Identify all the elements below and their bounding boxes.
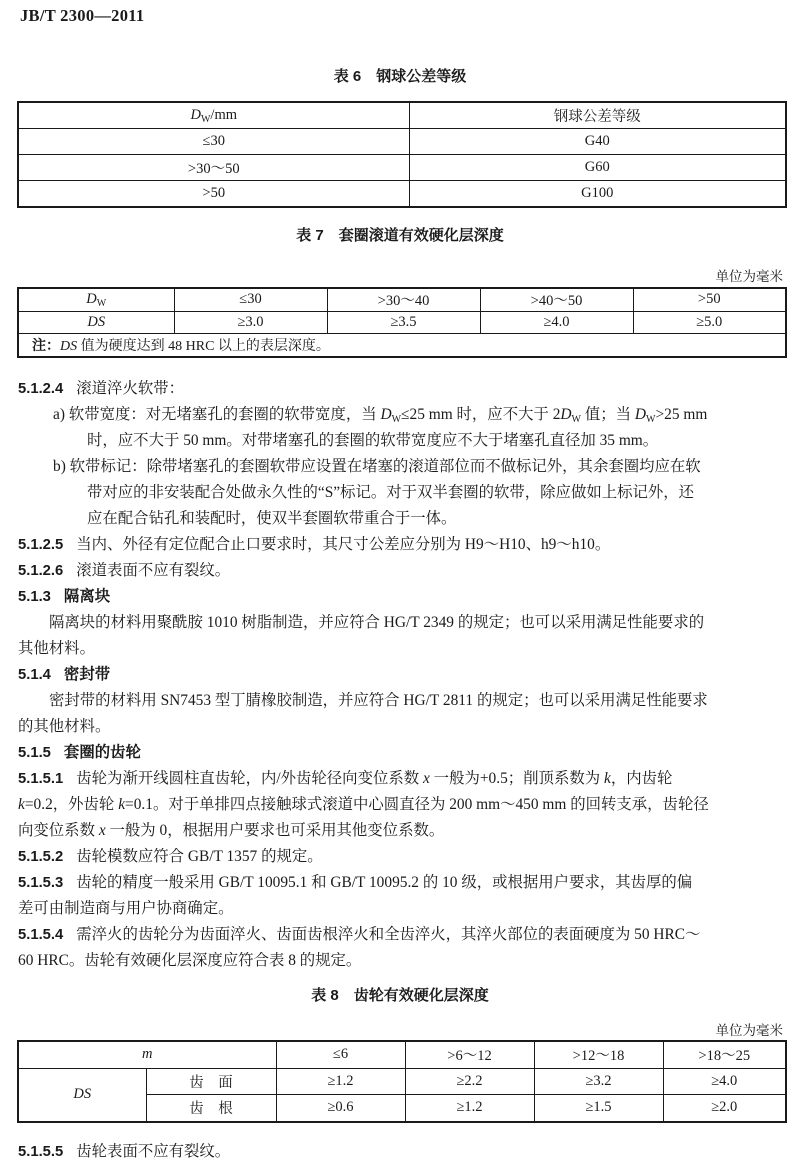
line-text: 需淬火的齿轮分为齿面淬火、齿面齿根淬火和全齿淬火，其淬火部位的表面硬度为 50 HRC～ [76, 926, 701, 943]
closing-clause [18, 1139, 786, 1165]
table-cell: ≥2.0 [663, 1095, 786, 1122]
table-cell: 钢球公差等级 [409, 102, 786, 129]
table8-title: 表 8 齿轮有效硬化层深度 [311, 987, 489, 1004]
clause-line [18, 532, 786, 558]
table-cell: ≤30 [174, 288, 327, 311]
clause-number: 5.1.5.1 [18, 771, 64, 787]
table-row [18, 155, 786, 181]
text-line [18, 688, 786, 714]
table-cell: ≤6 [276, 1041, 405, 1068]
table-row [18, 311, 786, 334]
line-text: 隔离块的材料用聚酰胺 1010 树脂制造，并应符合 HG/T 2349 的规定；也可以采用满足性能要求的 [49, 614, 705, 631]
text-line [18, 610, 786, 636]
table-row [18, 129, 786, 155]
clause-line [18, 922, 786, 948]
line-text: 密封带的材料用 SN7453 型丁腈橡胶制造，并应符合 HG/T 2811 的规定；也可以采用满足性能要求 [49, 692, 708, 709]
table-cell: DS [18, 1068, 146, 1122]
line-text: a) 软带宽度：对无堵塞孔的套圈的软带宽度，当 $D_W\le 25$ mm 时，应不大于 $2D_W$ 值；当 $D_W>25$ mm [53, 406, 708, 425]
table-cell: ≥4.0 [480, 311, 633, 334]
table8-unit-label: 单位为毫米 [715, 1023, 783, 1038]
table-cell: m [18, 1041, 276, 1068]
clause-number: 5.1.5.5 [18, 1144, 64, 1160]
text-line [18, 714, 786, 740]
text-line [18, 948, 786, 974]
table-cell: G60 [409, 155, 786, 181]
line-text: b) 软带标记：除带堵塞孔的套圈软带应设置在堵塞的滚道部位而不做标记外，其余套圈均应在软 [53, 458, 701, 475]
text-line [18, 402, 786, 428]
table-row [18, 181, 786, 208]
line-text: 齿轮模数应符合 GB/T 1357 的规定。 [76, 848, 323, 865]
table6-title: 表 6 钢球公差等级 [333, 68, 467, 85]
table7-raceway-hardened-depth [17, 287, 787, 358]
clause-number: 5.1.5.3 [18, 875, 64, 891]
table-cell: ≥4.0 [663, 1068, 786, 1095]
clause-line [18, 584, 786, 610]
table-cell: ≥5.0 [633, 311, 786, 334]
clause-line [18, 1139, 786, 1165]
line-text: 齿轮为渐开线圆柱直齿轮，内/外齿轮径向变位系数 x 一般为+0.5；削顶系数为 k，内齿轮 [76, 770, 673, 787]
table-cell: ≥3.2 [534, 1068, 663, 1095]
table-cell: >50 [633, 288, 786, 311]
clause-line [18, 766, 786, 792]
table8-gear-hardened-depth [17, 1040, 787, 1123]
line-text: 差可由制造商与用户协商确定。 [18, 900, 234, 917]
line-text: 带对应的非安装配合处做永久性的“S”标记。对于双半套圈的软带，除应做如上标记外，还 [87, 484, 695, 501]
table-cell: $D_W/mm$ [18, 102, 409, 129]
text-line [18, 506, 786, 532]
line-text: 齿轮的精度一般采用 GB/T 10095.1 和 GB/T 10095.2 的 10 级，或根据用户要求，其齿厚的偏 [76, 874, 693, 891]
table-row [18, 288, 786, 311]
table7-unit-label: 单位为毫米 [715, 269, 783, 284]
clause-number: 5.1.5.2 [18, 849, 64, 865]
table6-steel-ball-tolerance [17, 101, 787, 208]
table-row [18, 1041, 786, 1068]
line-text: 滚道表面不应有裂纹。 [76, 562, 231, 579]
line-text: 应在配合钻孔和装配时，使双半套圈软带重合于一体。 [87, 510, 457, 527]
table-note-cell: 注：DS 值为硬度达到 48 HRC 以上的表层深度。 [18, 334, 786, 357]
line-text: 时，应不大于 50 mm。对带堵塞孔的套圈的软带宽度应不大于堵塞孔直径加 35 mm。 [87, 432, 659, 449]
clause-line [18, 558, 786, 584]
table-cell: G40 [409, 129, 786, 155]
line-text: 密封带 [63, 666, 111, 683]
table-cell: ≥2.2 [405, 1068, 534, 1095]
clause-number: 5.1.3 [18, 589, 51, 605]
table-cell: >50 [18, 181, 409, 208]
table-cell: ≤30 [18, 129, 409, 155]
standard-number: JB/T 2300—2011 [20, 6, 145, 25]
table-cell: ≥1.2 [276, 1068, 405, 1095]
table-cell: 齿 根 [146, 1095, 276, 1122]
clause-line [18, 870, 786, 896]
line-text: 套圈的齿轮 [63, 744, 141, 761]
table7-title: 表 7 套圈滚道有效硬化层深度 [296, 227, 504, 244]
table-cell: ≥3.0 [174, 311, 327, 334]
clause-number: 5.1.4 [18, 667, 51, 683]
text-line [18, 792, 786, 818]
table-row [18, 102, 786, 129]
table-cell: ≥1.5 [534, 1095, 663, 1122]
clause-line [18, 740, 786, 766]
table-cell: >18～25 [663, 1041, 786, 1068]
table-cell: >30～40 [327, 288, 480, 311]
line-text: 其他材料。 [18, 640, 95, 657]
table-row [18, 1068, 786, 1095]
line-text: 当内、外径有定位配合止口要求时，其尺寸公差应分别为 H9～H10、h9～h10。 [76, 536, 611, 553]
table-cell: ≥1.2 [405, 1095, 534, 1122]
line-text: 60 HRC。齿轮有效硬化层深度应符合表 8 的规定。 [18, 952, 362, 969]
clause-line [18, 844, 786, 870]
clause-number: 5.1.2.4 [18, 381, 64, 397]
table-cell: >40～50 [480, 288, 633, 311]
table-cell: DS [18, 311, 174, 334]
clause-line [18, 662, 786, 688]
body-text [18, 376, 786, 974]
table-cell: ≥3.5 [327, 311, 480, 334]
table-cell: G100 [409, 181, 786, 208]
table-row [18, 334, 786, 357]
clause-number: 5.1.5 [18, 745, 51, 761]
table-cell: >30～50 [18, 155, 409, 181]
clause-number: 5.1.2.6 [18, 563, 64, 579]
text-line [18, 454, 786, 480]
line-text: 向变位系数 x 一般为 0，根据用户要求也可采用其他变位系数。 [18, 822, 445, 839]
table-cell: >12～18 [534, 1041, 663, 1068]
text-line [18, 636, 786, 662]
clause-line [18, 376, 786, 402]
clause-number: 5.1.5.4 [18, 927, 64, 943]
clause-number: 5.1.2.5 [18, 537, 64, 553]
text-line [18, 896, 786, 922]
table-cell: $D_W$ [18, 288, 174, 311]
table-cell: 齿 面 [146, 1068, 276, 1095]
line-text: 滚道淬火软带： [76, 380, 185, 397]
text-line [18, 818, 786, 844]
line-text: 隔离块 [63, 588, 111, 605]
line-text: 的其他材料。 [18, 718, 111, 735]
text-line [18, 428, 786, 454]
table-cell: >6～12 [405, 1041, 534, 1068]
line-text: k=0.2，外齿轮 k=0.1。对于单排四点接触球式滚道中心圆直径为 200 mm～450 mm 的回转支承，齿轮径 [18, 796, 709, 813]
line-text: 齿轮表面不应有裂纹。 [76, 1143, 231, 1160]
table-cell: ≥0.6 [276, 1095, 405, 1122]
text-line [18, 480, 786, 506]
